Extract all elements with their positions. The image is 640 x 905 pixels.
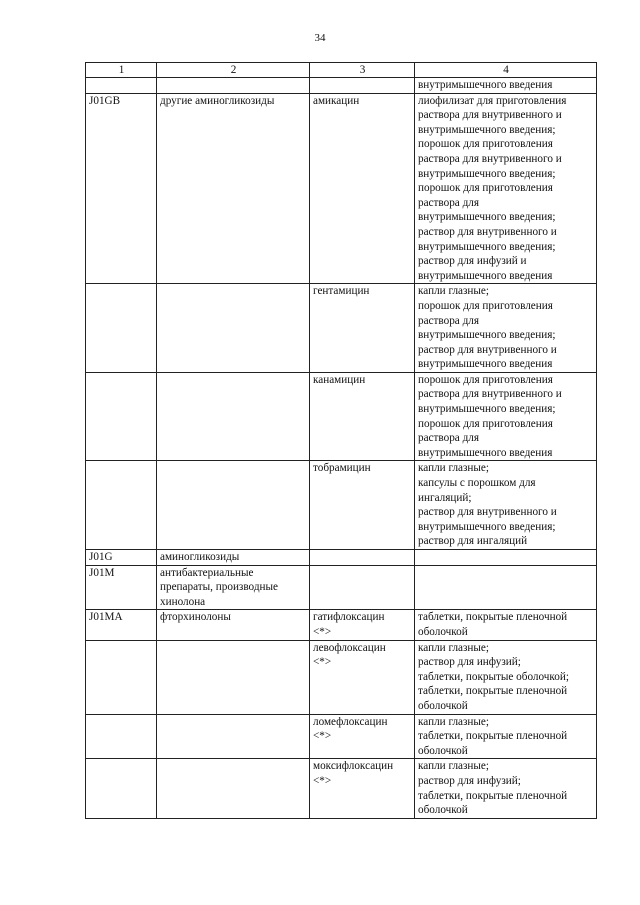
atc-code-cell (86, 714, 157, 759)
drug-name-cell (310, 565, 415, 610)
atc-code-cell (86, 640, 157, 714)
group-name-cell (157, 372, 310, 461)
text-line: раствор для инфузий; (418, 774, 521, 787)
dosage-forms-cell (415, 610, 597, 640)
drug-table-body (86, 63, 597, 819)
page-number: 34 (314, 32, 326, 44)
table-header-row (86, 63, 597, 78)
text-line: порошок для приготовления (418, 299, 553, 312)
group-name-cell (157, 550, 310, 566)
text-line: гатифлоксацин (313, 611, 385, 624)
text-line: раствор для внутривенного и (418, 506, 557, 519)
drug-name-cell (310, 640, 415, 714)
group-name-cell (157, 78, 310, 94)
table-row (86, 78, 597, 94)
text-line: таблетки, покрытые оболочкой; (418, 670, 569, 683)
text-line: таблетки, покрытые пленочной (418, 611, 568, 624)
atc-code-cell (86, 759, 157, 818)
text-line: раствор для инфузий и (418, 255, 527, 268)
text-line: фторхинолоны (160, 611, 231, 624)
text-line: <*> (313, 656, 332, 669)
dosage-forms-cell (415, 759, 597, 818)
atc-code-cell (86, 284, 157, 373)
text-line: тобрамицин (313, 462, 371, 475)
drug-name-cell (310, 759, 415, 818)
text-line: аминогликозиды (160, 551, 240, 563)
dosage-forms-cell (415, 640, 597, 714)
table-row (86, 610, 597, 640)
text-line: лиофилизат для приготовления (418, 94, 567, 107)
text-line: раствора для (418, 432, 479, 445)
text-line: антибактериальные (160, 566, 254, 579)
text-line: ломефлоксацин (313, 715, 388, 728)
text-line: левофлоксацин (313, 641, 386, 654)
group-name-cell (157, 714, 310, 759)
atc-code-cell: J01M (86, 565, 157, 610)
table-row (86, 461, 597, 550)
drug-name-cell (310, 78, 415, 94)
text-line: оболочкой (418, 804, 468, 817)
table-row (86, 565, 597, 610)
dosage-forms-cell (415, 284, 597, 373)
text-line: внутримышечного введения; (418, 123, 556, 136)
table-row (86, 93, 597, 284)
atc-code-cell: J01G (86, 550, 157, 566)
text-line: капсулы с порошком для (418, 477, 536, 490)
text-line: внутримышечного введения (418, 269, 553, 282)
text-line: внутримышечного введения; (418, 211, 556, 224)
drug-name-cell (310, 461, 415, 550)
text-line: внутримышечного введения; (418, 520, 556, 533)
header-cell-2: 2 (157, 63, 310, 78)
text-line: моксифлоксацин (313, 760, 394, 773)
text-line: внутримышечного введения (418, 358, 553, 371)
text-line: внутримышечного введения; (418, 329, 556, 342)
text-line: таблетки, покрытые пленочной (418, 730, 568, 743)
group-name-cell (157, 461, 310, 550)
group-name-cell (157, 93, 310, 284)
header-cell-1: 1 (86, 63, 157, 78)
text-line: капли глазные; (418, 462, 490, 475)
table-row (86, 284, 597, 373)
text-line: порошок для приготовления (418, 138, 553, 151)
text-line: порошок для приготовления (418, 373, 553, 386)
atc-code-cell: J01GB (86, 93, 157, 284)
text-line: раствора для внутривенного и (418, 109, 562, 122)
text-line: раствор для ингаляций (418, 535, 528, 548)
drug-name-cell (310, 550, 415, 566)
table-row (86, 759, 597, 818)
text-line: раствор для инфузий; (418, 656, 521, 669)
drug-name-cell (310, 714, 415, 759)
dosage-forms-cell (415, 78, 597, 94)
text-line: раствора для (418, 196, 479, 209)
header-cell-4: 4 (415, 63, 597, 78)
text-line: оболочкой (418, 744, 468, 757)
text-line: раствора для внутривенного и (418, 388, 562, 401)
text-line: внутримышечного введения; (418, 240, 556, 253)
dosage-forms-cell (415, 714, 597, 759)
text-line: порошок для приготовления (418, 182, 553, 195)
drug-name-cell (310, 93, 415, 284)
text-line: гентамицин (313, 285, 370, 298)
text-line: таблетки, покрытые пленочной (418, 685, 568, 698)
table-row (86, 550, 597, 566)
drug-name-cell (310, 372, 415, 461)
text-line: раствор для внутривенного и (418, 225, 557, 238)
table-row (86, 372, 597, 461)
text-line: хинолона (160, 595, 206, 608)
text-line: капли глазные; (418, 641, 490, 654)
text-line: капли глазные; (418, 285, 490, 298)
text-line: канамицин (313, 373, 366, 386)
group-name-cell (157, 565, 310, 610)
text-line: другие аминогликозиды (160, 94, 275, 107)
dosage-forms-cell (415, 461, 597, 550)
text-line: раствор для внутривенного и (418, 343, 557, 356)
text-line: внутримышечного введения; (418, 403, 556, 416)
text-line: таблетки, покрытые пленочной (418, 789, 568, 802)
group-name-cell (157, 284, 310, 373)
text-line: капли глазные; (418, 715, 490, 728)
group-name-cell (157, 610, 310, 640)
text-line: внутримышечного введения (418, 79, 553, 91)
text-line: оболочкой (418, 625, 468, 638)
text-line: препараты, производные (160, 581, 278, 594)
text-line: <*> (313, 774, 332, 787)
dosage-forms-cell (415, 565, 597, 610)
group-name-cell (157, 640, 310, 714)
atc-code-cell: J01MA (86, 610, 157, 640)
text-line: раствора для (418, 314, 479, 327)
text-line: <*> (313, 730, 332, 743)
drug-table (85, 62, 597, 819)
text-line: <*> (313, 625, 332, 638)
table-row (86, 640, 597, 714)
text-line: ингаляций; (418, 491, 472, 504)
drug-name-cell (310, 610, 415, 640)
atc-code-cell (86, 372, 157, 461)
dosage-forms-cell (415, 372, 597, 461)
dosage-forms-cell (415, 550, 597, 566)
text-line: внутримышечного введения (418, 446, 553, 459)
dosage-forms-cell (415, 93, 597, 284)
text-line: порошок для приготовления (418, 417, 553, 430)
text-line: внутримышечного введения; (418, 167, 556, 180)
text-line: амикацин (313, 94, 360, 107)
text-line: капли глазные; (418, 760, 490, 773)
atc-code-cell (86, 461, 157, 550)
table-row (86, 714, 597, 759)
drug-name-cell (310, 284, 415, 373)
atc-code-cell (86, 78, 157, 94)
group-name-cell (157, 759, 310, 818)
header-cell-3: 3 (310, 63, 415, 78)
text-line: оболочкой (418, 699, 468, 712)
text-line: раствора для внутривенного и (418, 152, 562, 165)
